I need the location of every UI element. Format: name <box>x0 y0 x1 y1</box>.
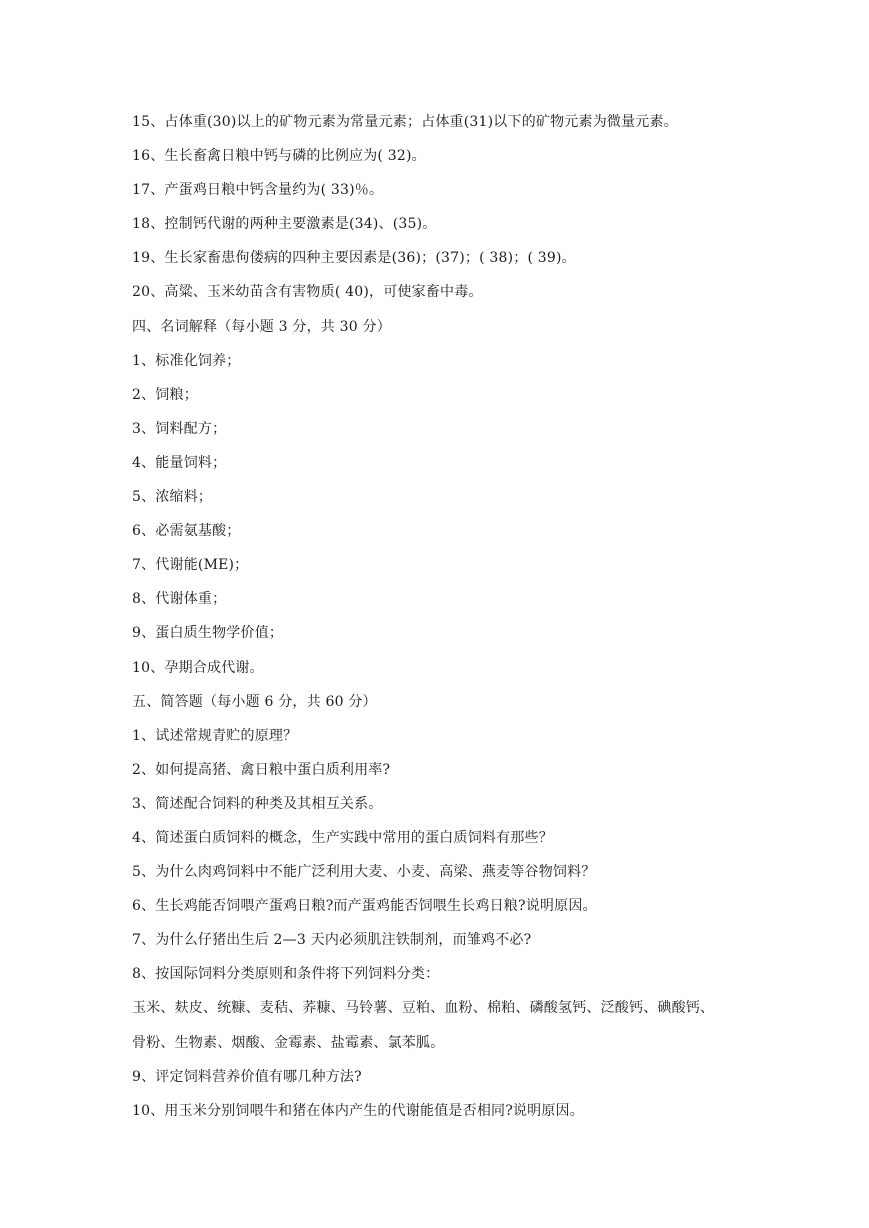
section-heading-short-answer: 五、简答题（每小题 6 分，共 60 分） <box>132 693 377 710</box>
definition-item-5: 5、浓缩料； <box>132 489 213 506</box>
feed-list-line-2: 骨粉、生物素、烟酸、金霉素、盐霉素、氯苯胍。 <box>132 1034 445 1051</box>
short-answer-item-8: 8、按国际饲料分类原则和条件将下列饲料分类： <box>132 966 440 983</box>
definition-item-8: 8、代谢体重； <box>132 591 227 608</box>
question-17-laying-hen-calcium: 17、产蛋鸡日粮中钙含量约为( 33)％。 <box>132 182 384 199</box>
short-answer-item-2: 2、如何提高猪、禽日粮中蛋白质利用率? <box>132 761 391 778</box>
question-20-sorghum-toxin: 20、高粱、玉米幼苗含有害物质( 40)，可使家畜中毒。 <box>132 284 483 301</box>
definition-item-3: 3、饲料配方； <box>132 420 227 437</box>
document-body <box>132 108 772 1131</box>
short-answer-item-10: 10、用玉米分别饲喂牛和猪在体内产生的代谢能值是否相同?说明原因。 <box>132 1102 584 1119</box>
short-answer-item-4: 4、简述蛋白质饲料的概念，生产实践中常用的蛋白质饲料有那些？ <box>132 829 553 846</box>
short-answer-item-1: 1、试述常规青贮的原理？ <box>132 727 298 744</box>
definition-item-1: 1、标准化饲养； <box>132 352 241 369</box>
question-15-mineral-elements: 15、占体重(30)以上的矿物元素为常量元素；占体重(31)以下的矿物元素为微量元素。 <box>132 114 678 130</box>
question-18-calcium-hormones: 18、控制钙代谢的两种主要激素是(34)、(35)。 <box>132 216 437 233</box>
short-answer-item-6: 6、生长鸡能否饲喂产蛋鸡日粮?而产蛋鸡能否饲喂生长鸡日粮?说明原因。 <box>132 898 597 915</box>
definition-item-9: 9、蛋白质生物学价值； <box>132 625 284 642</box>
short-answer-item-5: 5、为什么肉鸡饲料中不能广泛利用大麦、小麦、高梁、燕麦等谷物饲料？ <box>132 864 596 881</box>
short-answer-item-3: 3、简述配合饲料的种类及其相互关系。 <box>132 795 383 812</box>
definition-item-6: 6、必需氨基酸； <box>132 523 241 540</box>
question-16-calcium-phosphorus-ratio: 16、生长畜禽日粮中钙与磷的比例应为( 32)。 <box>132 148 426 165</box>
short-answer-item-7: 7、为什么仔猪出生后 2—3 天内必须肌注铁制剂，而雏鸡不必? <box>132 932 532 949</box>
short-answer-item-9: 9、评定饲料营养价值有哪几种方法? <box>132 1068 362 1085</box>
definition-item-10: 10、孕期合成代谢。 <box>132 659 264 676</box>
feed-list-line-1: 玉米、麸皮、统糠、麦秸、荞糠、马铃薯、豆粕、血粉、棉粕、磷酸氢钙、泛酸钙、碘酸钙、 <box>132 1000 715 1017</box>
question-19-rickets-factors: 19、生长家畜患佝偻病的四种主要因素是(36)；(37)；( 38)；( 39)。 <box>132 250 576 267</box>
definition-item-2: 2、饲粮； <box>132 386 198 403</box>
definition-item-7: 7、代谢能(ME)； <box>132 557 249 574</box>
definition-item-4: 4、能量饲料； <box>132 454 227 471</box>
section-heading-definitions: 四、名词解释（每小题 3 分，共 30 分） <box>132 318 391 335</box>
